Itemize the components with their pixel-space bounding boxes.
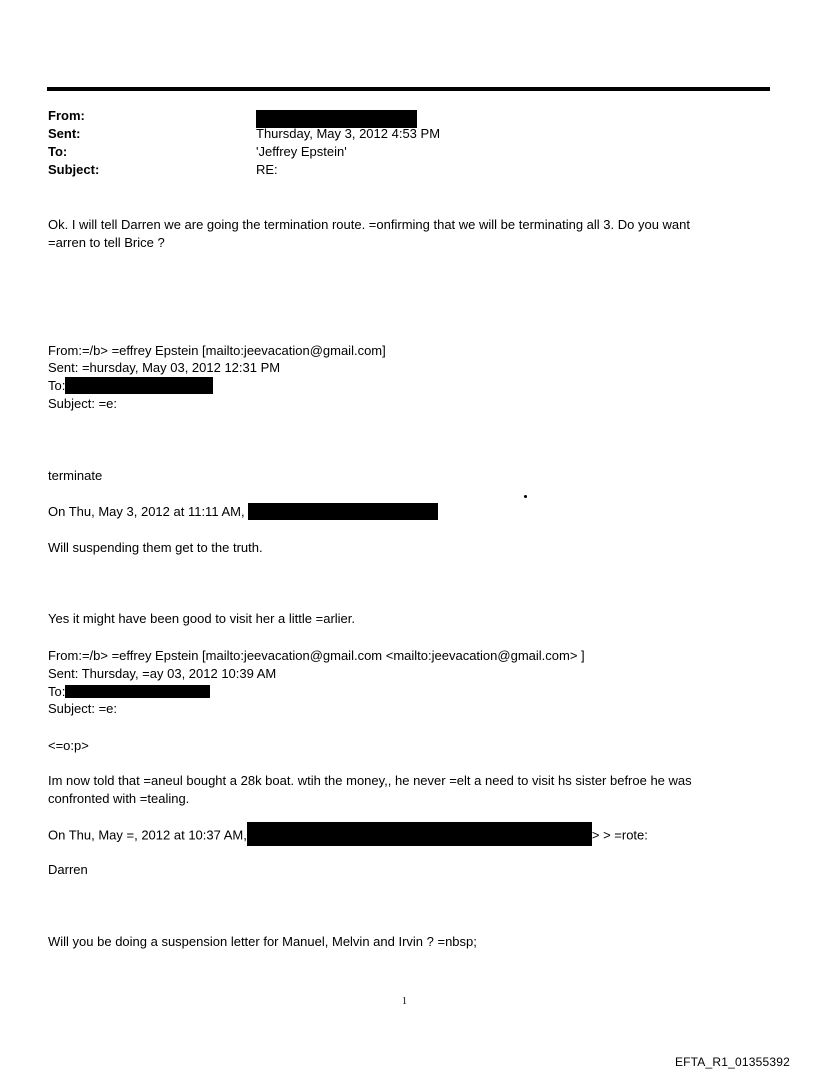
sent-value: Thursday, May 3, 2012 4:53 PM [256,126,441,141]
subject-label: Subject: [48,162,100,177]
darren-text: Darren [48,862,88,877]
to-value: 'Jeffrey Epstein' [256,144,347,159]
yes-might-text: Yes it might have been good to visit her a little =arlier. [48,611,356,626]
quoted-from-2: From:=/b> =effrey Epstein [mailto:jeevacation@gmail.com <mailto:jeevacation@gmail.com> ] [48,648,585,663]
quoted-subject-1: Subject: =e: [48,396,118,411]
quoted-to-label-1: To: [48,378,66,393]
to-label: To: [48,144,68,159]
header-divider [47,87,770,91]
quoted-sent-2: Sent: Thursday, =ay 03, 2012 10:39 AM [48,666,277,681]
terminate-text: terminate [48,468,103,483]
quoted-to-row-2 [48,683,210,701]
quoted-subject-2: Subject: =e: [48,701,118,716]
suspension-letter-text: Will you be doing a suspension letter for Manuel, Melvin and Irvin ? =nbsp; [48,934,477,949]
redaction-box [248,503,438,520]
quoted-sent-1: Sent: =hursday, May 03, 2012 12:31 PM [48,360,281,375]
subject-value: RE: [256,162,278,177]
wrote-text: > > =rote: [591,827,648,843]
on-thu-text-2: On Thu, May =, 2012 at 10:37 AM, [48,827,247,843]
reply-text-line-1: Ok. I will tell Darren we are going the termination route. =onfirming that we will be terminating all 3. Do you want [48,217,690,232]
redaction-box [247,822,592,846]
quoted-to-row-1 [48,377,213,395]
redaction-box [65,377,213,394]
suspending-text: Will suspending them get to the truth. [48,540,263,555]
op-tag-text: <=o:p> [48,738,89,753]
document-id: EFTA_R1_01355392 [674,1055,790,1069]
told-text-line-2: confronted with =tealing. [48,791,190,806]
sent-label: Sent: [48,126,81,141]
on-thu-line-2 [48,826,648,846]
on-thu-text-1: On Thu, May 3, 2012 at 11:11 AM, [48,504,245,519]
from-label: From: [48,108,85,123]
stray-dot [524,495,527,498]
on-thu-line-1 [48,503,438,521]
reply-text-line-2: =arren to tell Brice ? [48,235,165,250]
page-number: 1 [402,996,407,1007]
quoted-to-label-2: To: [48,684,66,699]
quoted-from-1: From:=/b> =effrey Epstein [mailto:jeevacation@gmail.com] [48,343,386,358]
redaction-box [65,685,210,698]
told-text-line-1: Im now told that =aneul bought a 28k boat. wtih the money,, he never =elt a need to visit hs sister befroe he was [48,773,692,788]
